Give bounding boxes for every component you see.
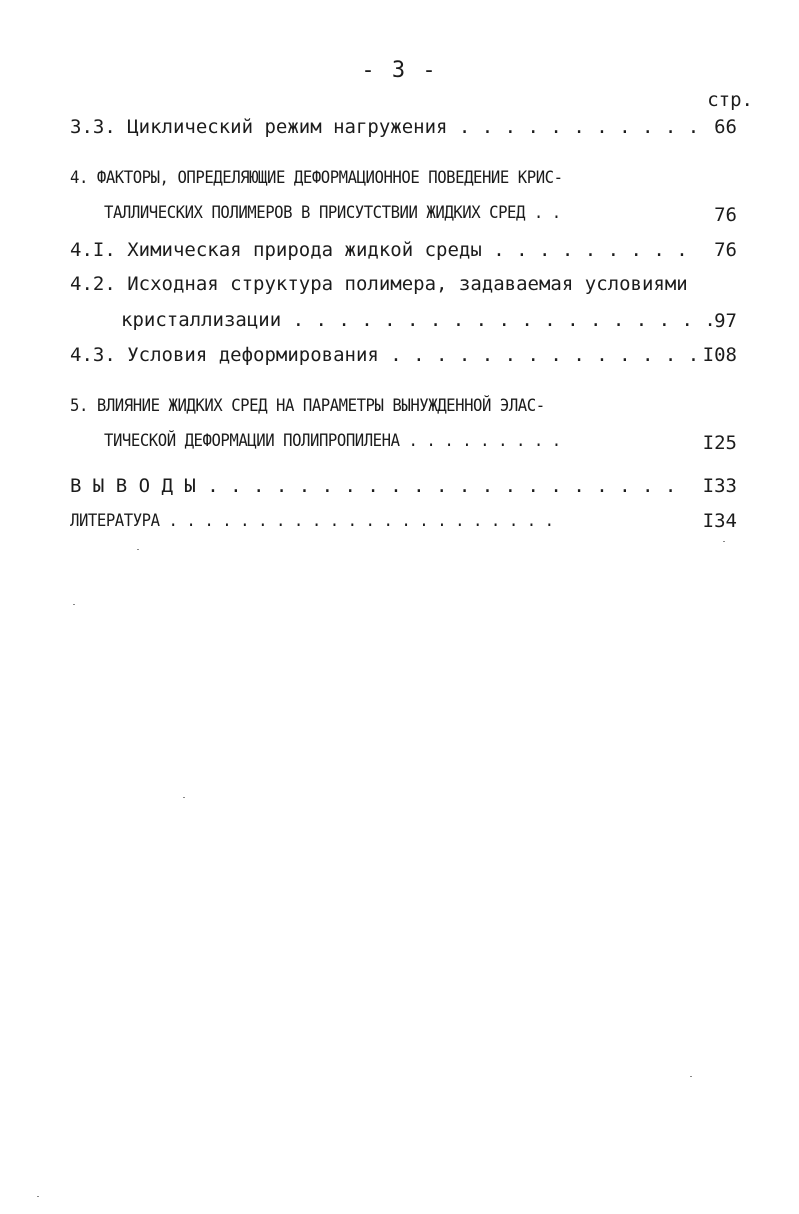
toc-entry-text: кристаллизации . . . . . . . . . . . . . . . . . . . (121, 309, 716, 331)
toc-entry-text: В Ы В О Д Ы . . . . . . . . . . . . . . . . . . . . . (70, 475, 677, 497)
toc-entry-page: 97 (714, 310, 737, 332)
toc-entry-text: 4.3. Условия деформирования . . . . . . . . . . . . . . (70, 344, 700, 366)
toc-entry-text: 3.3. Циклический режим нагружения . . . . . . . . . . . (70, 116, 700, 138)
toc-entry-page: I08 (702, 344, 737, 366)
toc-entry-text: ЛИТЕРАТУРА . . . . . . . . . . . . . . . . . . . . . . (70, 511, 554, 531)
scan-speck (690, 1076, 692, 1077)
page-column-label: стр. (707, 89, 753, 111)
toc-entry-text: 4.I. Химическая природа жидкой среды . . . . . . . . . (70, 239, 688, 261)
scan-speck (723, 541, 725, 542)
toc-entry-text: 4. ФАКТОРЫ, ОПРЕДЕЛЯЮЩИЕ ДЕФОРМАЦИОННОЕ ПОВЕДЕНИЕ КРИС- (70, 168, 563, 188)
scan-speck (183, 797, 185, 798)
toc-entry-page: I25 (702, 432, 737, 454)
toc-entry-page: 76 (714, 204, 737, 226)
page-number: - 3 - (361, 58, 438, 83)
toc-entry-text: ТИЧЕСКОЙ ДЕФОРМАЦИИ ПОЛИПРОПИЛЕНА . . . . . . . . . (104, 431, 561, 451)
toc-entry-text: 5. ВЛИЯНИЕ ЖИДКИХ СРЕД НА ПАРАМЕТРЫ ВЫНУЖДЕННОЙ ЭЛАС- (70, 396, 545, 416)
toc-entry-text: ТАЛЛИЧЕСКИХ ПОЛИМЕРОВ В ПРИСУТСТВИИ ЖИДКИХ СРЕД . . (104, 203, 561, 223)
scan-speck (73, 604, 75, 605)
toc-entry-page: I34 (702, 510, 737, 532)
scan-speck (37, 1196, 39, 1197)
scan-speck (137, 549, 139, 550)
toc-entry-page: I33 (702, 475, 737, 497)
toc-entry-text: 4.2. Исходная структура полимера, задаваемая условиями (70, 273, 688, 295)
toc-entry-page: 76 (714, 239, 737, 261)
toc-entry-page: 66 (714, 116, 737, 138)
